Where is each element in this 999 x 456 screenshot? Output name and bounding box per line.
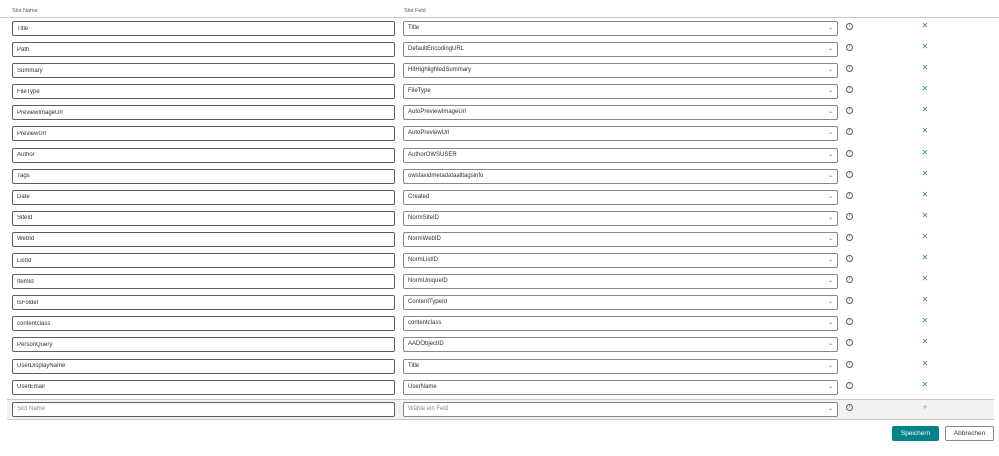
slot-field-value: NormListID [408, 257, 439, 264]
slot-field-value: UserName [408, 383, 437, 390]
slot-field-dropdown[interactable] [403, 316, 838, 331]
new-slot-name-input[interactable] [12, 402, 395, 417]
chevron-down-icon: ⌄ [827, 383, 833, 390]
save-button[interactable]: Speichern [892, 426, 939, 441]
slot-field-dropdown[interactable] [403, 232, 838, 247]
close-icon[interactable]: ✕ [921, 295, 929, 305]
info-icon[interactable]: i [846, 107, 853, 114]
slot-name-input[interactable] [12, 316, 395, 331]
slot-row [0, 378, 999, 399]
info-icon[interactable]: i [846, 65, 853, 72]
info-icon[interactable]: i [846, 128, 853, 135]
close-icon[interactable]: ✕ [921, 21, 929, 30]
slot-list [0, 19, 999, 420]
slot-field-value: NormSiteID [408, 214, 440, 221]
close-icon[interactable]: ✕ [921, 147, 929, 157]
chevron-down-icon: ⌄ [827, 109, 833, 116]
info-icon[interactable]: i [846, 192, 853, 199]
info-icon[interactable]: i [846, 382, 853, 389]
close-icon[interactable]: ✕ [921, 231, 929, 241]
slot-name-input[interactable] [12, 211, 395, 226]
chevron-down-icon: ⌄ [827, 46, 833, 53]
chevron-down-icon: ⌄ [827, 88, 833, 95]
new-slot-row [7, 399, 994, 420]
chevron-down-icon: ⌄ [827, 341, 833, 348]
slot-name-input[interactable] [12, 274, 395, 289]
slot-field-dropdown[interactable] [403, 21, 838, 36]
slot-field-dropdown[interactable] [403, 148, 838, 163]
slot-name-input[interactable] [12, 148, 395, 163]
slot-field-value: contentclass [408, 320, 442, 327]
close-icon[interactable]: ✕ [921, 63, 929, 73]
slot-field-dropdown[interactable] [403, 274, 838, 289]
info-icon[interactable]: i [846, 339, 853, 346]
slot-row [0, 230, 999, 251]
slot-row [0, 146, 999, 167]
close-icon[interactable]: ✕ [921, 105, 929, 115]
new-slot-field-placeholder: Wähle ein Feld [408, 405, 449, 412]
slot-field-value: Created [408, 193, 430, 200]
slot-field-dropdown[interactable] [403, 359, 838, 374]
slot-name-input[interactable] [12, 105, 395, 120]
slot-field-dropdown[interactable] [403, 84, 838, 99]
column-header-slot-field: Slot Feld [404, 8, 426, 14]
slot-field-value: NormWebID [408, 235, 441, 242]
slot-row [0, 314, 999, 335]
slot-field-value: AuthorOWSUSER [408, 151, 457, 158]
chevron-down-icon: ⌄ [827, 235, 833, 242]
close-icon[interactable]: ✕ [921, 274, 929, 284]
column-header-slot-name: Slot Name [12, 8, 38, 14]
slot-row [0, 293, 999, 314]
slot-row [0, 357, 999, 378]
chevron-down-icon: ⌄ [827, 405, 833, 412]
close-icon[interactable]: ✕ [921, 189, 929, 199]
close-icon[interactable]: ✕ [921, 337, 929, 347]
chevron-down-icon: ⌄ [827, 278, 833, 285]
chevron-down-icon: ⌄ [827, 130, 833, 137]
chevron-down-icon: ⌄ [827, 67, 833, 74]
slot-field-dropdown[interactable] [403, 169, 838, 184]
slot-name-input[interactable] [12, 21, 395, 36]
cancel-button[interactable]: Abbrechen [945, 426, 994, 441]
slot-field-dropdown[interactable] [403, 253, 838, 268]
slot-field-value: NormUniqueID [408, 278, 448, 285]
slot-row [0, 251, 999, 272]
slot-field-value: owstaxidmetadataalltagsinfo [408, 172, 484, 179]
slot-row [0, 103, 999, 124]
slot-name-input[interactable] [12, 63, 395, 78]
slot-field-dropdown[interactable] [403, 126, 838, 141]
slot-row [0, 188, 999, 209]
slot-row [0, 167, 999, 188]
chevron-down-icon: ⌄ [827, 257, 833, 264]
slot-row [0, 40, 999, 61]
slot-name-input[interactable] [12, 126, 395, 141]
add-icon[interactable]: + [922, 401, 928, 412]
slot-field-value: HitHighlightedSummary [408, 67, 472, 74]
slot-field-value: AADObjectID [408, 341, 444, 348]
new-slot-field-dropdown[interactable] [403, 402, 838, 417]
close-icon[interactable]: ✕ [921, 84, 929, 94]
close-icon[interactable]: ✕ [921, 379, 929, 389]
close-icon[interactable]: ✕ [921, 253, 929, 263]
chevron-down-icon: ⌄ [827, 362, 833, 369]
slot-field-value: Title [408, 362, 420, 369]
slot-field-dropdown[interactable] [403, 380, 838, 395]
info-icon[interactable]: i [846, 150, 853, 157]
info-icon[interactable]: i [846, 44, 853, 51]
slot-row [0, 124, 999, 145]
slot-name-input[interactable] [12, 190, 395, 205]
slot-field-dropdown[interactable] [403, 105, 838, 120]
close-icon[interactable]: ✕ [921, 358, 929, 368]
close-icon[interactable]: ✕ [921, 168, 929, 178]
chevron-down-icon: ⌄ [827, 172, 833, 179]
close-icon[interactable]: ✕ [921, 126, 929, 136]
slot-name-input[interactable] [12, 253, 395, 268]
slot-field-dropdown[interactable] [403, 337, 838, 352]
chevron-down-icon: ⌄ [827, 151, 833, 158]
slot-name-input[interactable] [12, 84, 395, 99]
info-icon[interactable]: i [846, 297, 853, 304]
slot-name-input[interactable] [12, 359, 395, 374]
slot-row [0, 272, 999, 293]
info-icon[interactable]: i [846, 171, 853, 178]
close-icon[interactable]: ✕ [921, 210, 929, 220]
slot-row [0, 209, 999, 230]
slot-row [0, 19, 999, 40]
slot-name-input[interactable] [12, 42, 395, 57]
slot-field-dropdown[interactable] [403, 211, 838, 226]
info-icon[interactable]: i [846, 234, 853, 241]
slot-field-dropdown[interactable] [403, 190, 838, 205]
info-icon[interactable]: i [846, 361, 853, 368]
chevron-down-icon: ⌄ [827, 214, 833, 221]
chevron-down-icon: ⌄ [827, 320, 833, 327]
chevron-down-icon: ⌄ [827, 25, 833, 31]
slot-field-value: AutoPreviewUrl [408, 130, 450, 137]
slot-field-dropdown[interactable] [403, 42, 838, 57]
slot-field-value: ContentTypeId [408, 299, 448, 306]
info-icon[interactable]: i [846, 404, 853, 411]
info-icon[interactable]: i [846, 213, 853, 220]
chevron-down-icon: ⌄ [827, 299, 833, 306]
table-header [0, 0, 999, 18]
slot-name-input[interactable] [12, 295, 395, 310]
slot-field-dropdown[interactable] [403, 295, 838, 310]
info-icon[interactable]: i [846, 255, 853, 262]
slot-name-input[interactable] [12, 232, 395, 247]
slot-row [0, 82, 999, 103]
slot-field-value: FileType [408, 88, 431, 95]
close-icon[interactable]: ✕ [921, 42, 929, 52]
info-icon[interactable]: i [846, 23, 853, 30]
slot-field-value: DefaultEncodingURL [408, 46, 465, 53]
slot-name-input[interactable] [12, 337, 395, 352]
slot-field-dropdown[interactable] [403, 63, 838, 78]
slot-field-value: Title [408, 25, 420, 31]
info-icon[interactable]: i [846, 86, 853, 93]
slot-field-value: AutoPreviewImageUrl [408, 109, 467, 116]
info-icon[interactable]: i [846, 276, 853, 283]
slot-row [0, 61, 999, 82]
slot-row [0, 335, 999, 356]
slot-name-input[interactable] [12, 380, 395, 395]
close-icon[interactable]: ✕ [921, 316, 929, 326]
info-icon[interactable]: i [846, 318, 853, 325]
slot-name-input[interactable] [12, 169, 395, 184]
chevron-down-icon: ⌄ [827, 193, 833, 200]
